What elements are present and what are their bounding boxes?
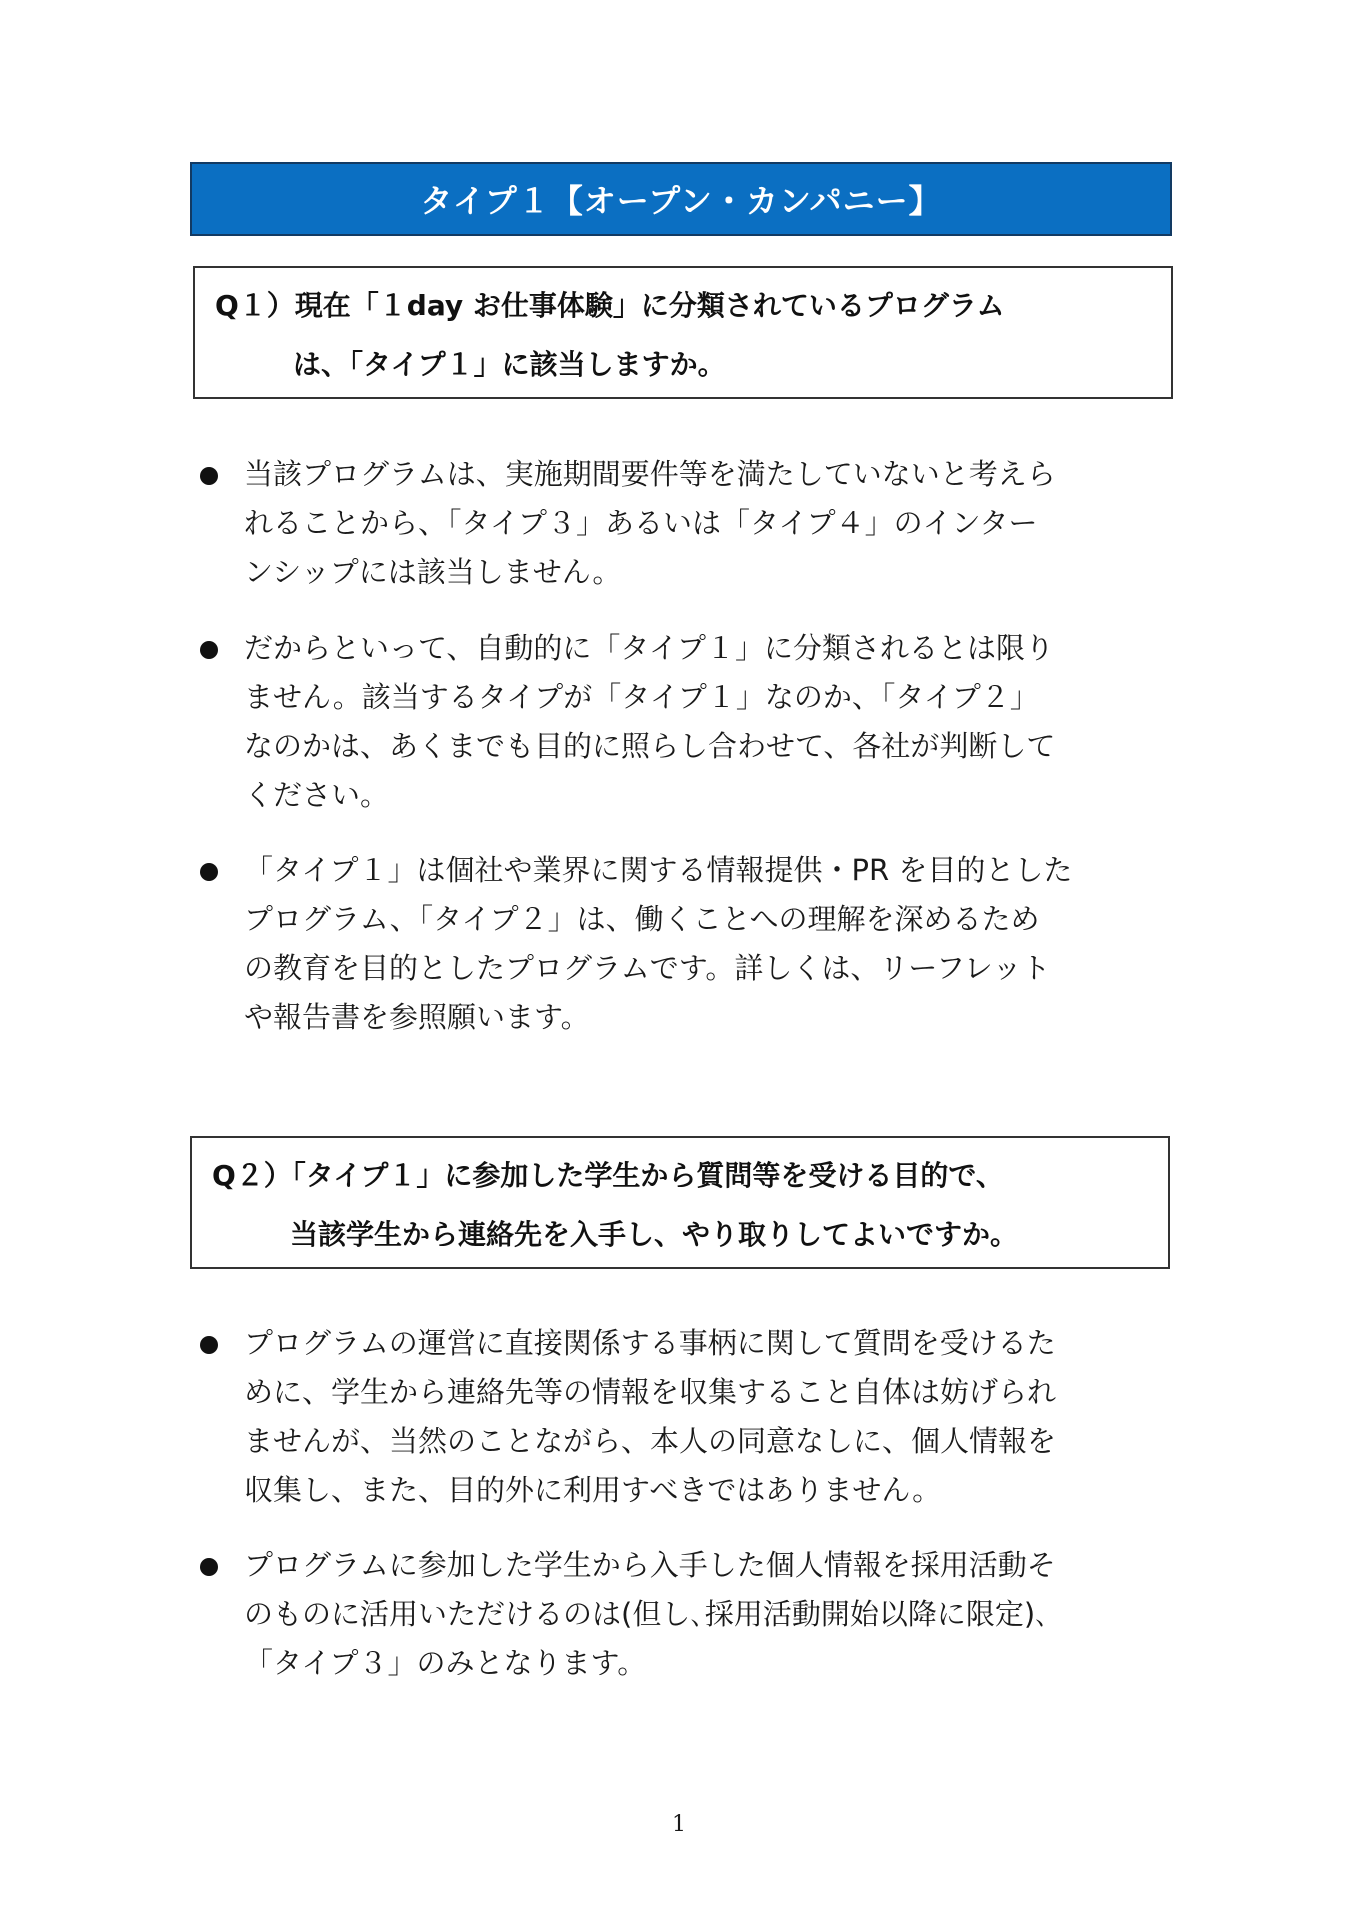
bullet-dot-icon xyxy=(200,1336,218,1354)
answer-line: 「タイプ１」は個社や業界に関する情報提供・PR を目的とした xyxy=(244,853,1073,887)
answer-line: のものに活用いただけるのは(但し､採用活動開始以降に限定)､ xyxy=(244,1597,1050,1631)
answer-text xyxy=(244,846,1178,1042)
answer-text xyxy=(244,624,1178,820)
question-q1-line2: は、「タイプ１」に該当しますか。 xyxy=(293,348,726,381)
answer-line: ません。該当するタイプが「タイプ１」なのか、「タイプ２」 xyxy=(244,680,1039,714)
answer-line: ませんが、当然のことながら、本人の同意なしに、個人情報を xyxy=(244,1424,1057,1458)
bullet-dot-icon xyxy=(200,641,218,659)
answer-line: だからといって、自動的に「タイプ１」に分類されるとは限り xyxy=(244,631,1054,665)
answer-line: 「タイプ３」のみとなります。 xyxy=(244,1646,647,1680)
answer-line: や報告書を参照願います。 xyxy=(244,1000,590,1034)
answer-text xyxy=(244,450,1178,597)
answer-line: 当該プログラムは、実施期間要件等を満たしていないと考えら xyxy=(244,457,1056,491)
answer-line: なのかは、あくまでも目的に照らし合わせて、各社が判断して xyxy=(244,729,1056,763)
answer-line: れることから、「タイプ３」あるいは「タイプ４」のインター xyxy=(244,506,1038,540)
section-title-banner xyxy=(190,162,1172,236)
page-number: 1 xyxy=(672,1812,686,1837)
section-title: タイプ１【オープン・カンパニー】 xyxy=(420,182,942,220)
question-box-q1 xyxy=(193,266,1173,399)
answer-text xyxy=(244,1541,1178,1688)
answer-line: ンシップには該当しません。 xyxy=(244,555,622,589)
question-q2-line1: Q２）「タイプ１」に参加した学生から質問等を受ける目的で、 xyxy=(212,1159,1004,1192)
answer-line: の教育を目的としたプログラムです。詳しくは、リーフレット xyxy=(244,951,1051,985)
bullet-dot-icon xyxy=(200,1558,218,1576)
answer-line: プログラム、「タイプ２」は、働くことへの理解を深めるため xyxy=(244,902,1040,936)
answer-line: 収集し、また、目的外に利用すべきではありません。 xyxy=(244,1473,942,1507)
bullet-dot-icon xyxy=(200,863,218,881)
bullet-dot-icon xyxy=(200,467,218,485)
question-box-q2 xyxy=(190,1136,1170,1269)
answer-line: プログラムの運営に直接関係する事柄に関して質問を受けるた xyxy=(244,1326,1056,1360)
question-q1-line1: Q１）現在「１day お仕事体験」に分類されているプログラム xyxy=(215,289,1005,322)
question-q2-line2: 当該学生から連絡先を入手し、やり取りしてよいですか。 xyxy=(290,1218,1019,1251)
answer-line: めに、学生から連絡先等の情報を収集すること自体は妨げられ xyxy=(244,1375,1057,1409)
answer-text xyxy=(244,1319,1178,1515)
answer-line: ください。 xyxy=(244,778,390,812)
answer-line: プログラムに参加した学生から入手した個人情報を採用活動そ xyxy=(244,1548,1056,1582)
